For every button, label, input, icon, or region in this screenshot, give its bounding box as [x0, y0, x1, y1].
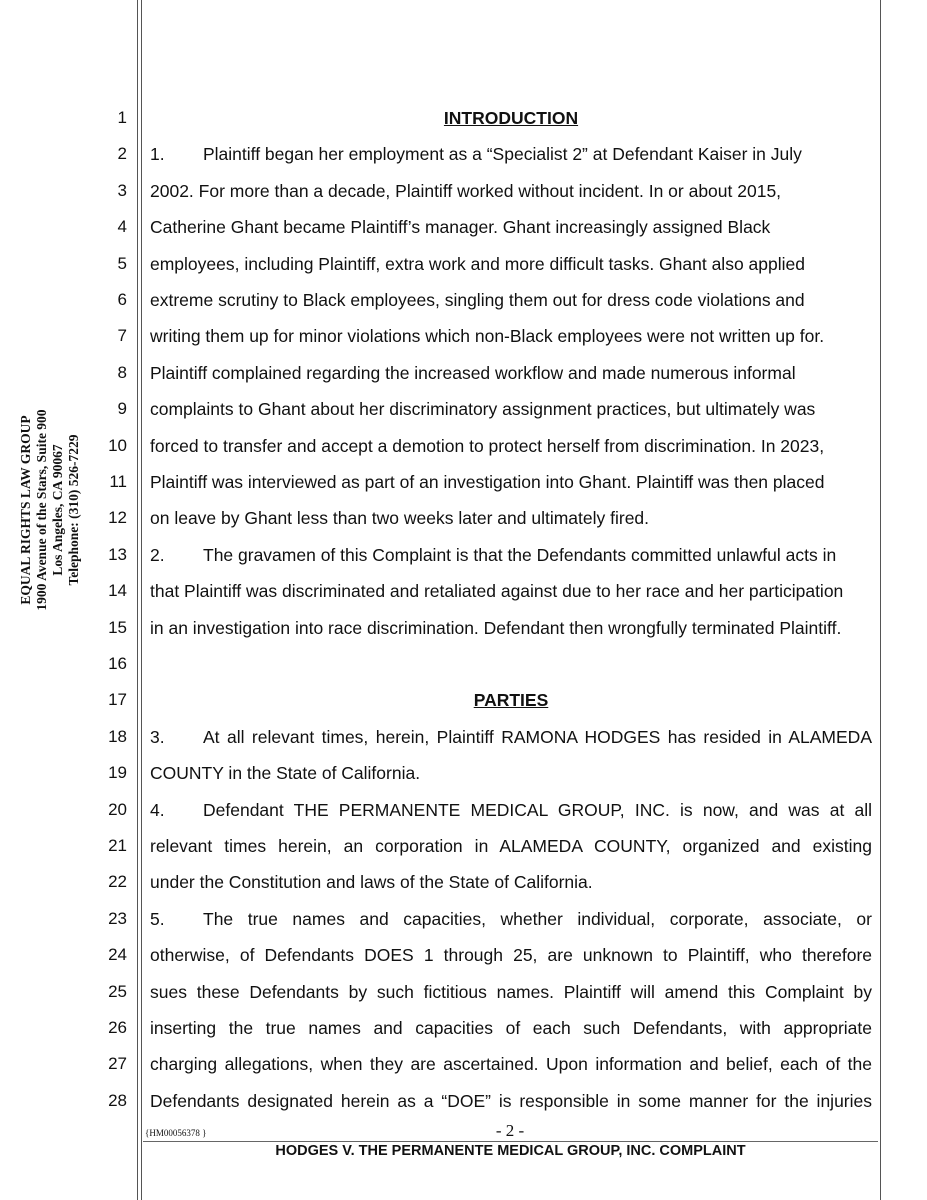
text-line — [150, 508, 872, 528]
line-number: 3 — [117, 180, 127, 200]
line-number: 4 — [117, 217, 127, 237]
line-text: The true names and capacities, whether individual, corporate, associate, or — [203, 908, 872, 929]
line-number: 22 — [108, 872, 127, 892]
line-number: 10 — [108, 435, 127, 455]
line-number: 11 — [109, 472, 127, 491]
text-line — [150, 945, 872, 965]
line-text: Defendant THE PERMANENTE MEDICAL GROUP, INC. is now, and was at all — [203, 799, 872, 820]
line-text: extreme scrutiny to Black employees, singling them out for dress code violations and — [150, 290, 805, 310]
line-number: 5 — [117, 253, 127, 273]
line-text: Plaintiff was interviewed as part of an investigation into Ghant. Plaintiff was then placed — [150, 472, 825, 492]
paragraph-number: 5. — [150, 908, 165, 929]
text-line — [150, 545, 872, 565]
text-line — [150, 290, 872, 310]
text-line — [150, 727, 872, 747]
line-text: Defendants designated herein as a “DOE” is responsible in some manner for the injuries — [150, 1090, 872, 1111]
line-number: 28 — [108, 1090, 127, 1110]
text-line — [150, 872, 872, 892]
text-line — [150, 1091, 872, 1111]
margin-rule-left-outer — [137, 0, 138, 1200]
line-text: COUNTY in the State of California. — [150, 763, 421, 784]
line-number: 13 — [108, 544, 127, 564]
firm-address-1: 1900 Avenue of the Stars, Suite 900 — [34, 409, 49, 611]
line-number: 16 — [108, 654, 127, 673]
firm-address-2: Los Angeles, CA 90067 — [50, 444, 65, 576]
line-number: 12 — [108, 508, 127, 528]
line-text: sues these Defendants by such fictitious names. Plaintiff will amend this Complaint by — [150, 981, 872, 1002]
line-text: inserting the true names and capacities of each such Defendants, with appropriate — [150, 1018, 872, 1038]
line-text: PARTIES — [473, 690, 549, 711]
line-number: 9 — [117, 399, 127, 419]
section-heading — [150, 690, 872, 710]
line-text: that Plaintiff was discriminated and retaliated against due to her race and her participation — [150, 581, 844, 602]
page-number: - 2 - — [495, 1121, 525, 1140]
line-number: 14 — [108, 581, 127, 601]
text-line — [150, 763, 872, 783]
text-line — [150, 1018, 872, 1038]
text-line — [150, 581, 872, 601]
firm-sidebar — [18, 409, 82, 610]
line-text: complaints to Ghant about her discriminatory assignment practices, but ultimately was — [150, 399, 816, 420]
text-line — [150, 399, 872, 419]
text-line — [150, 436, 872, 456]
margin-rule-left-inner — [141, 0, 142, 1200]
line-number: 8 — [117, 362, 127, 382]
line-text: At all relevant times, herein, Plaintiff RAMONA HODGES has resided in ALAMEDA — [203, 726, 872, 747]
footer-title: HODGES V. THE PERMANENTE MEDICAL GROUP, INC. COMPLAINT — [275, 1143, 746, 1159]
text-line — [150, 618, 872, 638]
paragraph-number: 1. — [150, 144, 165, 165]
line-text: under the Constitution and laws of the State of California. — [150, 872, 593, 893]
line-text: in an investigation into race discrimination. Defendant then wrongfully terminated Plaintiff. — [150, 617, 842, 638]
line-text: relevant times herein, an corporation in ALAMEDA COUNTY, organized and existing — [150, 836, 872, 856]
line-number: 2 — [117, 144, 127, 164]
margin-rule-right — [880, 0, 881, 1200]
line-text: forced to transfer and accept a demotion to protect herself from discrimination. In 2023, — [150, 435, 825, 456]
text-line — [150, 472, 872, 492]
text-line — [150, 982, 872, 1002]
text-line — [150, 363, 872, 383]
text-line — [150, 800, 872, 820]
line-number: 23 — [108, 908, 127, 928]
line-number: 18 — [108, 726, 127, 746]
line-number: 26 — [108, 1018, 127, 1037]
text-line — [150, 254, 872, 274]
text-line — [150, 836, 872, 856]
firm-name: EQUAL RIGHTS LAW GROUP — [18, 415, 33, 605]
line-number: 27 — [108, 1054, 127, 1074]
line-text: INTRODUCTION — [443, 108, 579, 128]
footer-divider — [143, 1141, 878, 1142]
text-line — [150, 144, 872, 164]
text-line — [150, 181, 872, 201]
line-text: Catherine Ghant became Plaintiff’s manager. Ghant increasingly assigned Black — [150, 217, 771, 238]
line-text: writing them up for minor violations which non-Black employees were not written up for. — [150, 326, 825, 347]
firm-telephone: Telephone: (310) 526-7229 — [66, 434, 81, 586]
line-number: 7 — [117, 326, 127, 346]
line-text: employees, including Plaintiff, extra work and more difficult tasks. Ghant also applied — [150, 253, 805, 274]
line-text: 2002. For more than a decade, Plaintiff worked without incident. In or about 2015, — [150, 180, 782, 201]
line-text: Plaintiff began her employment as a “Specialist 2” at Defendant Kaiser in July — [203, 144, 802, 165]
line-text: charging allegations, when they are ascertained. Upon information and belief, each of the — [150, 1054, 872, 1075]
paragraph-number: 4. — [150, 799, 165, 820]
line-number: 24 — [108, 945, 127, 965]
line-number: 19 — [108, 763, 127, 783]
line-text: on leave by Ghant less than two weeks later and ultimately fired. — [150, 508, 650, 529]
text-line — [150, 909, 872, 929]
text-line — [150, 1054, 872, 1074]
line-text: otherwise, of Defendants DOES 1 through 25, are unknown to Plaintiff, who therefore — [150, 945, 872, 966]
line-text: The gravamen of this Complaint is that the Defendants committed unlawful acts in — [203, 544, 837, 565]
line-number: 20 — [108, 799, 127, 819]
text-line — [150, 217, 872, 237]
line-number: 25 — [108, 981, 127, 1001]
line-number: 6 — [117, 290, 127, 309]
section-heading — [150, 108, 872, 128]
text-line — [150, 326, 872, 346]
line-number: 21 — [108, 836, 127, 855]
line-number: 1 — [117, 108, 127, 127]
document-id: {HM00056378 } — [145, 1128, 207, 1138]
line-number: 15 — [108, 617, 127, 637]
line-number: 17 — [108, 690, 127, 710]
line-text: Plaintiff complained regarding the increased workflow and made numerous informal — [150, 362, 796, 383]
paragraph-number: 3. — [150, 726, 165, 747]
paragraph-number: 2. — [150, 544, 165, 565]
